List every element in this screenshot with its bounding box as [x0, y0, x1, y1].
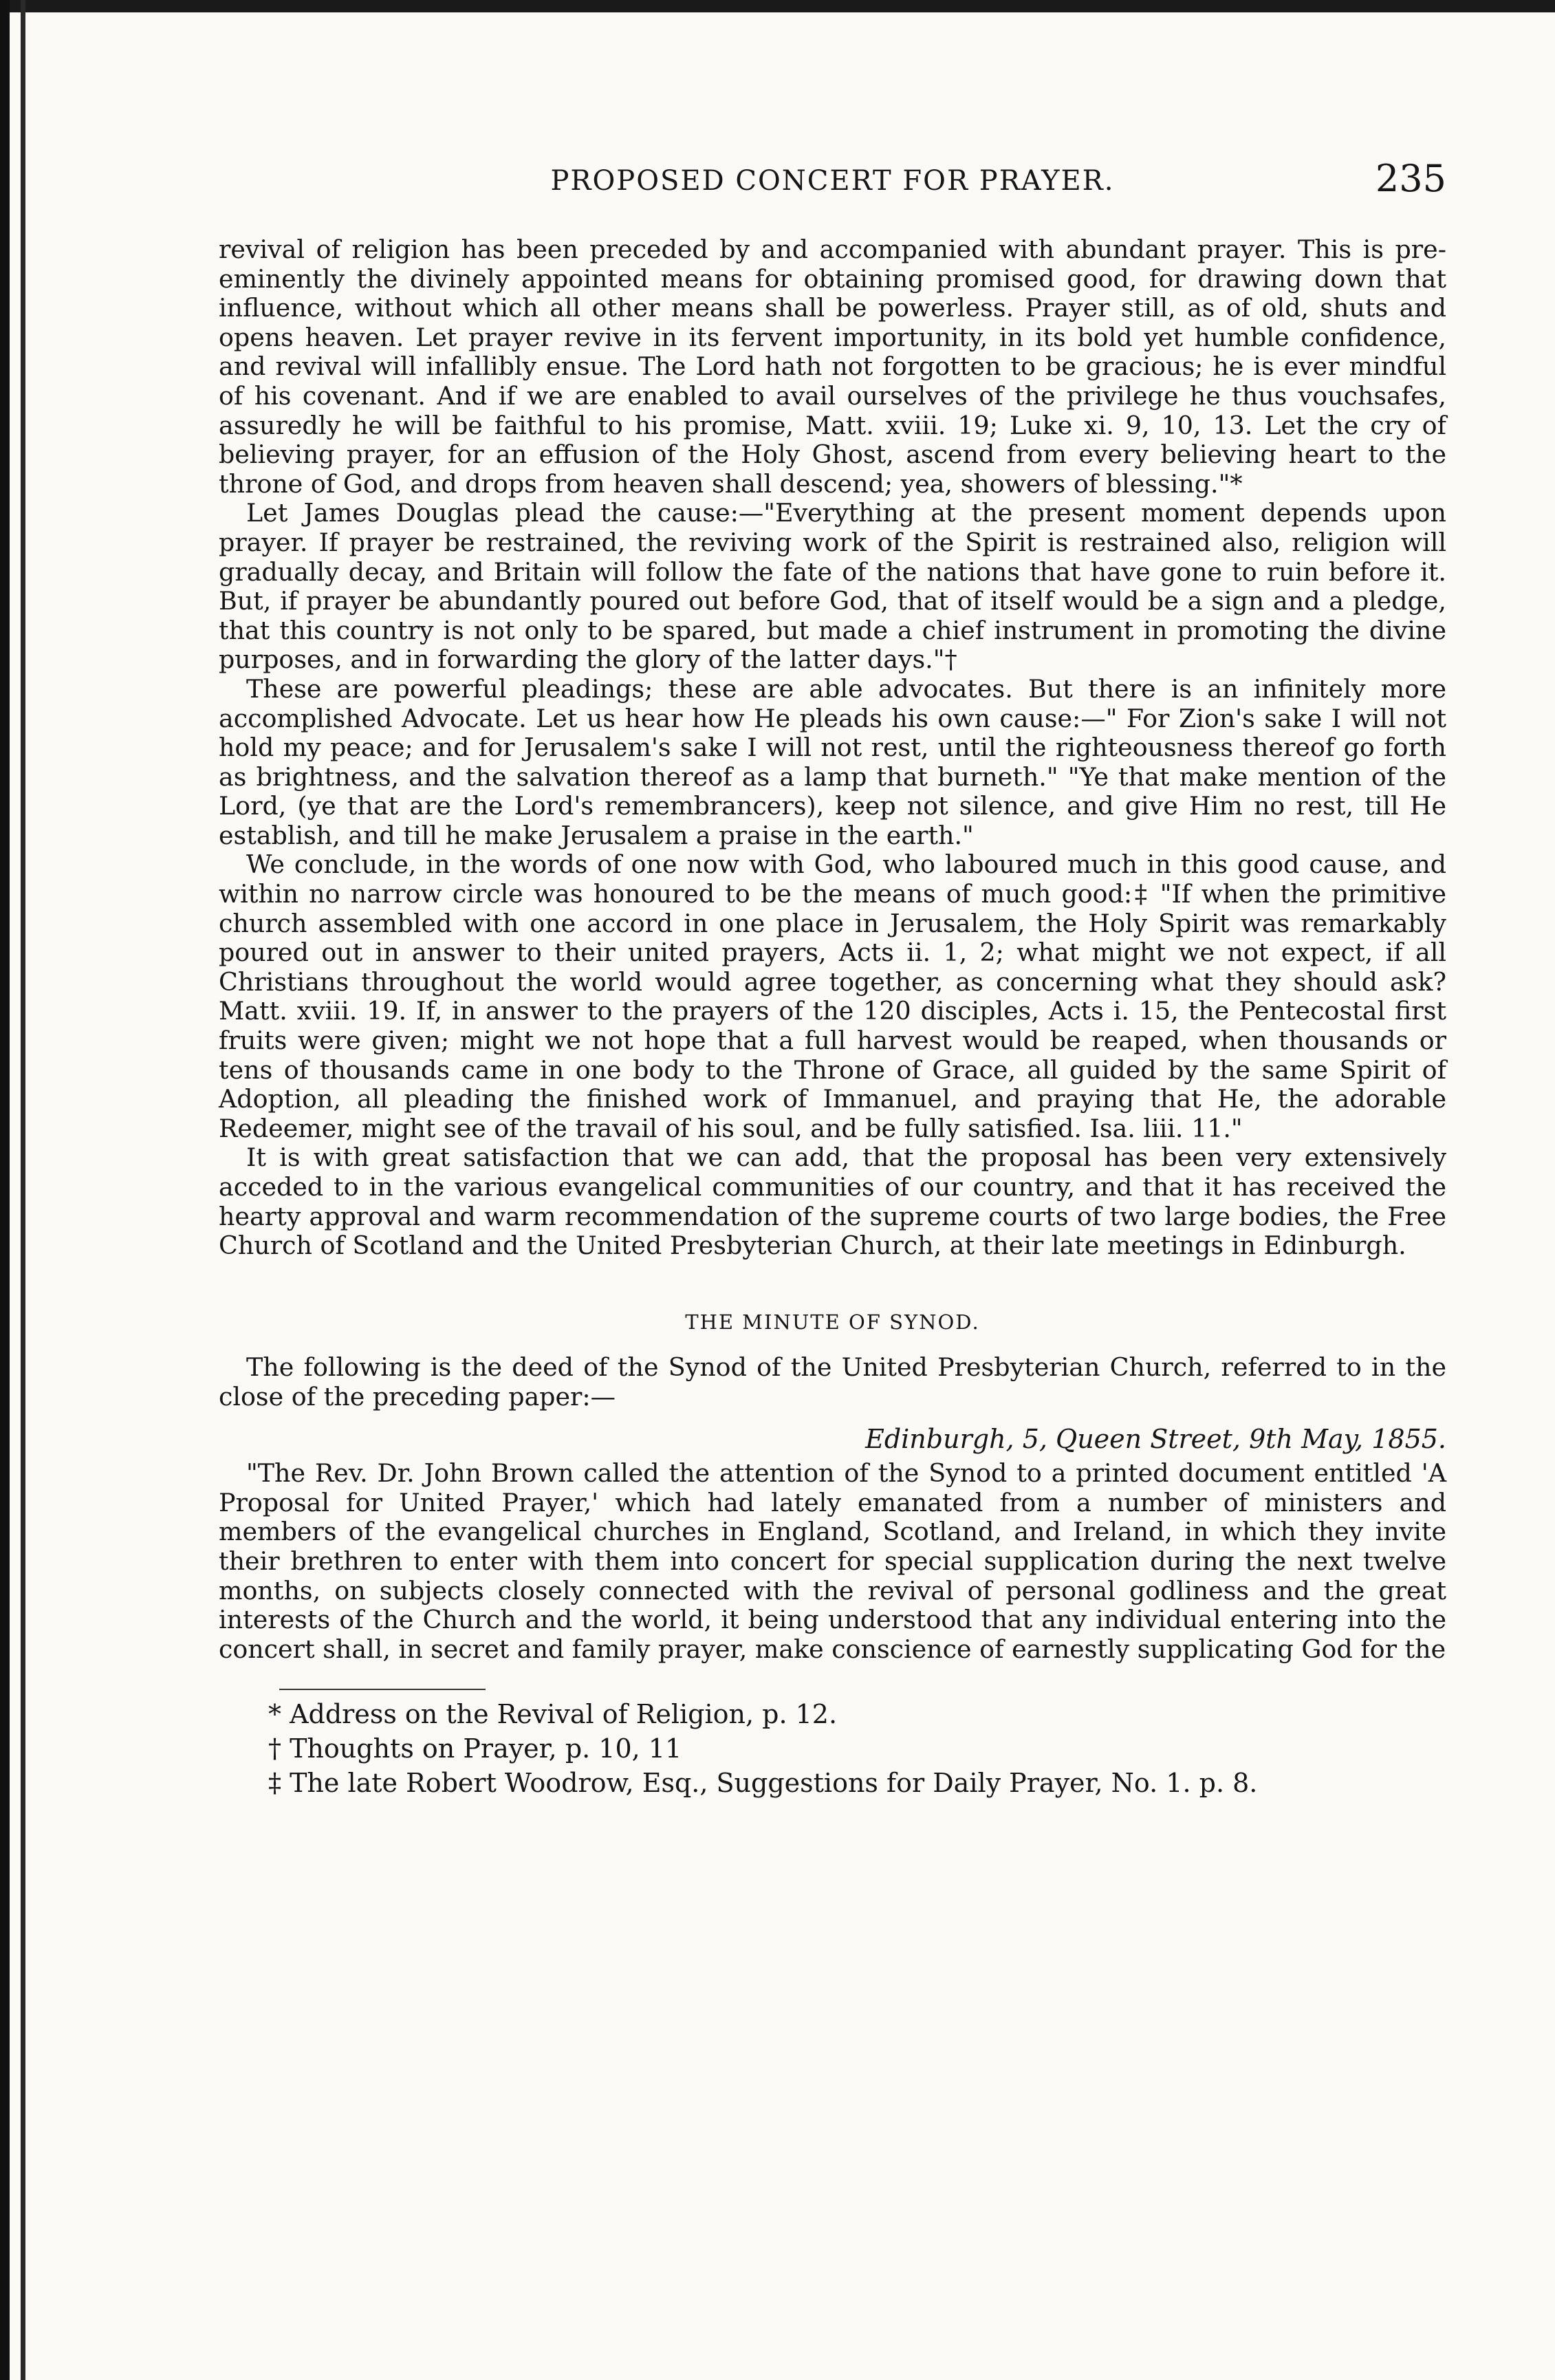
footnote-3: ‡ The late Robert Woodrow, Esq., Suggestions for Daily Prayer, No. 1. p. 8. [268, 1768, 1258, 1799]
paragraph-advocate: These are powerful pleadings; these are able advocates. But there is an infinitely more accomplished Advocate. Let us hear how He pleads his own cause:—" For Zion's sake I will not hold my peace; and for Jerusalem's sake I will not rest, until the righteousness thereof go forth as brightness, and the salvation thereof as a lamp that burneth." "Ye that make mention of the Lord, (ye that are the Lord's remembrancers), keep not silence, and give Him no rest, till He establish, and till he make Jerusalem a praise in the earth." [219, 673, 1446, 850]
paragraph-douglas: Let James Douglas plead the cause:—"Everything at the present moment depends upon prayer. If prayer be restrained, the reviving work of the Spirit is restrained also, religion will gradually decay, and Britain will follow the fate of the nations that have gone to ruin before it. But, if prayer be abundantly poured out before God, that of itself would be a sign and a pledge, that this country is not only to be spared, but made a chief instrument in promoting the divine purposes, and in forwarding the glory of the latter days."† [219, 498, 1446, 675]
main-text [219, 235, 1446, 1664]
dateline: Edinburgh, 5, Queen Street, 9th May, 1855. [865, 1423, 1446, 1454]
paragraph-revival: revival of religion has been preceded by and accompanied with abundant prayer. This is pre-eminently the divinely appointed means for obtaining promised good, for drawing down that influence, without which all other means shall be powerless. Prayer still, as of old, shuts and opens heaven. Let prayer revive in its fervent importunity, in its bold yet humble confidence, and revival will infallibly ensue. The Lord hath not forgotten to be gracious; he is ever mindful of his covenant. And if we are enabled to avail ourselves of the privilege he thus vouchsafes, assuredly he will be faithful to his promise, Matt. xviii. 19; Luke xi. 9, 10, 13. Let the cry of believing prayer, for an effusion of the Holy Ghost, ascend from every believing heart to the throne of God, and drops from heaven shall descend; yea, showers of blessing."* [219, 235, 1446, 499]
footnotes [268, 1697, 1446, 1800]
book-spine-edge [0, 0, 10, 2380]
book-gutter-line [21, 0, 25, 2380]
scan-top-edge [0, 0, 1555, 12]
section-title: THE MINUTE OF SYNOD. [685, 1310, 980, 1334]
page-number: 235 [1375, 157, 1446, 200]
synod-minute: "The Rev. Dr. John Brown called the attention of the Synod to a printed document entitled 'A Proposal for United Prayer,' which had lately emanated from a number of ministers and members of the evangelical churches in England, Scotland, and Ireland, in which they invite their brethren to enter with them into concert for special supplication during the next twelve months, on subjects closely connected with the revival of personal godliness and the great interests of the Church and the world, it being understood that any individual entering into the concert shall, in secret and family prayer, make conscience of earnestly supplicating God for the [219, 1458, 1446, 1664]
paragraph-conclusion: We conclude, in the words of one now with God, who laboured much in this good cause, and within no narrow circle was honoured to be the means of much good:‡ "If when the primitive church assembled with one accord in one place in Jerusalem, the Holy Spirit was remarkably poured out in answer to their united prayers, Acts ii. 1, 2; what might we not expect, if all Christians throughout the world would agree together, as concerning what they should ask? Matt. xviii. 19. If, in answer to the prayers of the 120 disciples, Acts i. 15, the Pentecostal first fruits were given; might we not hope that a full harvest would be reaped, when thousands or tens of thousands came in one body to the Throne of Grace, all guided by the same Spirit of Adoption, all pleading the finished work of Immanuel, and praying that He, the adorable Redeemer, might see of the travail of his soul, and be fully satisfied. Isa. liii. 11." [219, 850, 1446, 1143]
paragraph-satisfaction: It is with great satisfaction that we can add, that the proposal has been very extensively acceded to in the various evangelical communities of our country, and that it has received the hearty approval and warm recommendation of the supreme courts of two large bodies, the Free Church of Scotland and the United Presbyterian Church, at their late meetings in Edinburgh. [219, 1143, 1446, 1261]
footnote-rule [279, 1689, 486, 1690]
footnote-2: † Thoughts on Prayer, p. 10, 11 [268, 1733, 682, 1764]
section-intro: The following is the deed of the Synod of the United Presbyterian Church, referred to in the close of the preceding paper:— [219, 1352, 1446, 1411]
running-head: PROPOSED CONCERT FOR PRAYER. [550, 165, 1115, 197]
page-header [219, 157, 1446, 212]
footnote-1: * Address on the Revival of Religion, p. 12. [268, 1699, 838, 1730]
book-page [219, 157, 1446, 1800]
